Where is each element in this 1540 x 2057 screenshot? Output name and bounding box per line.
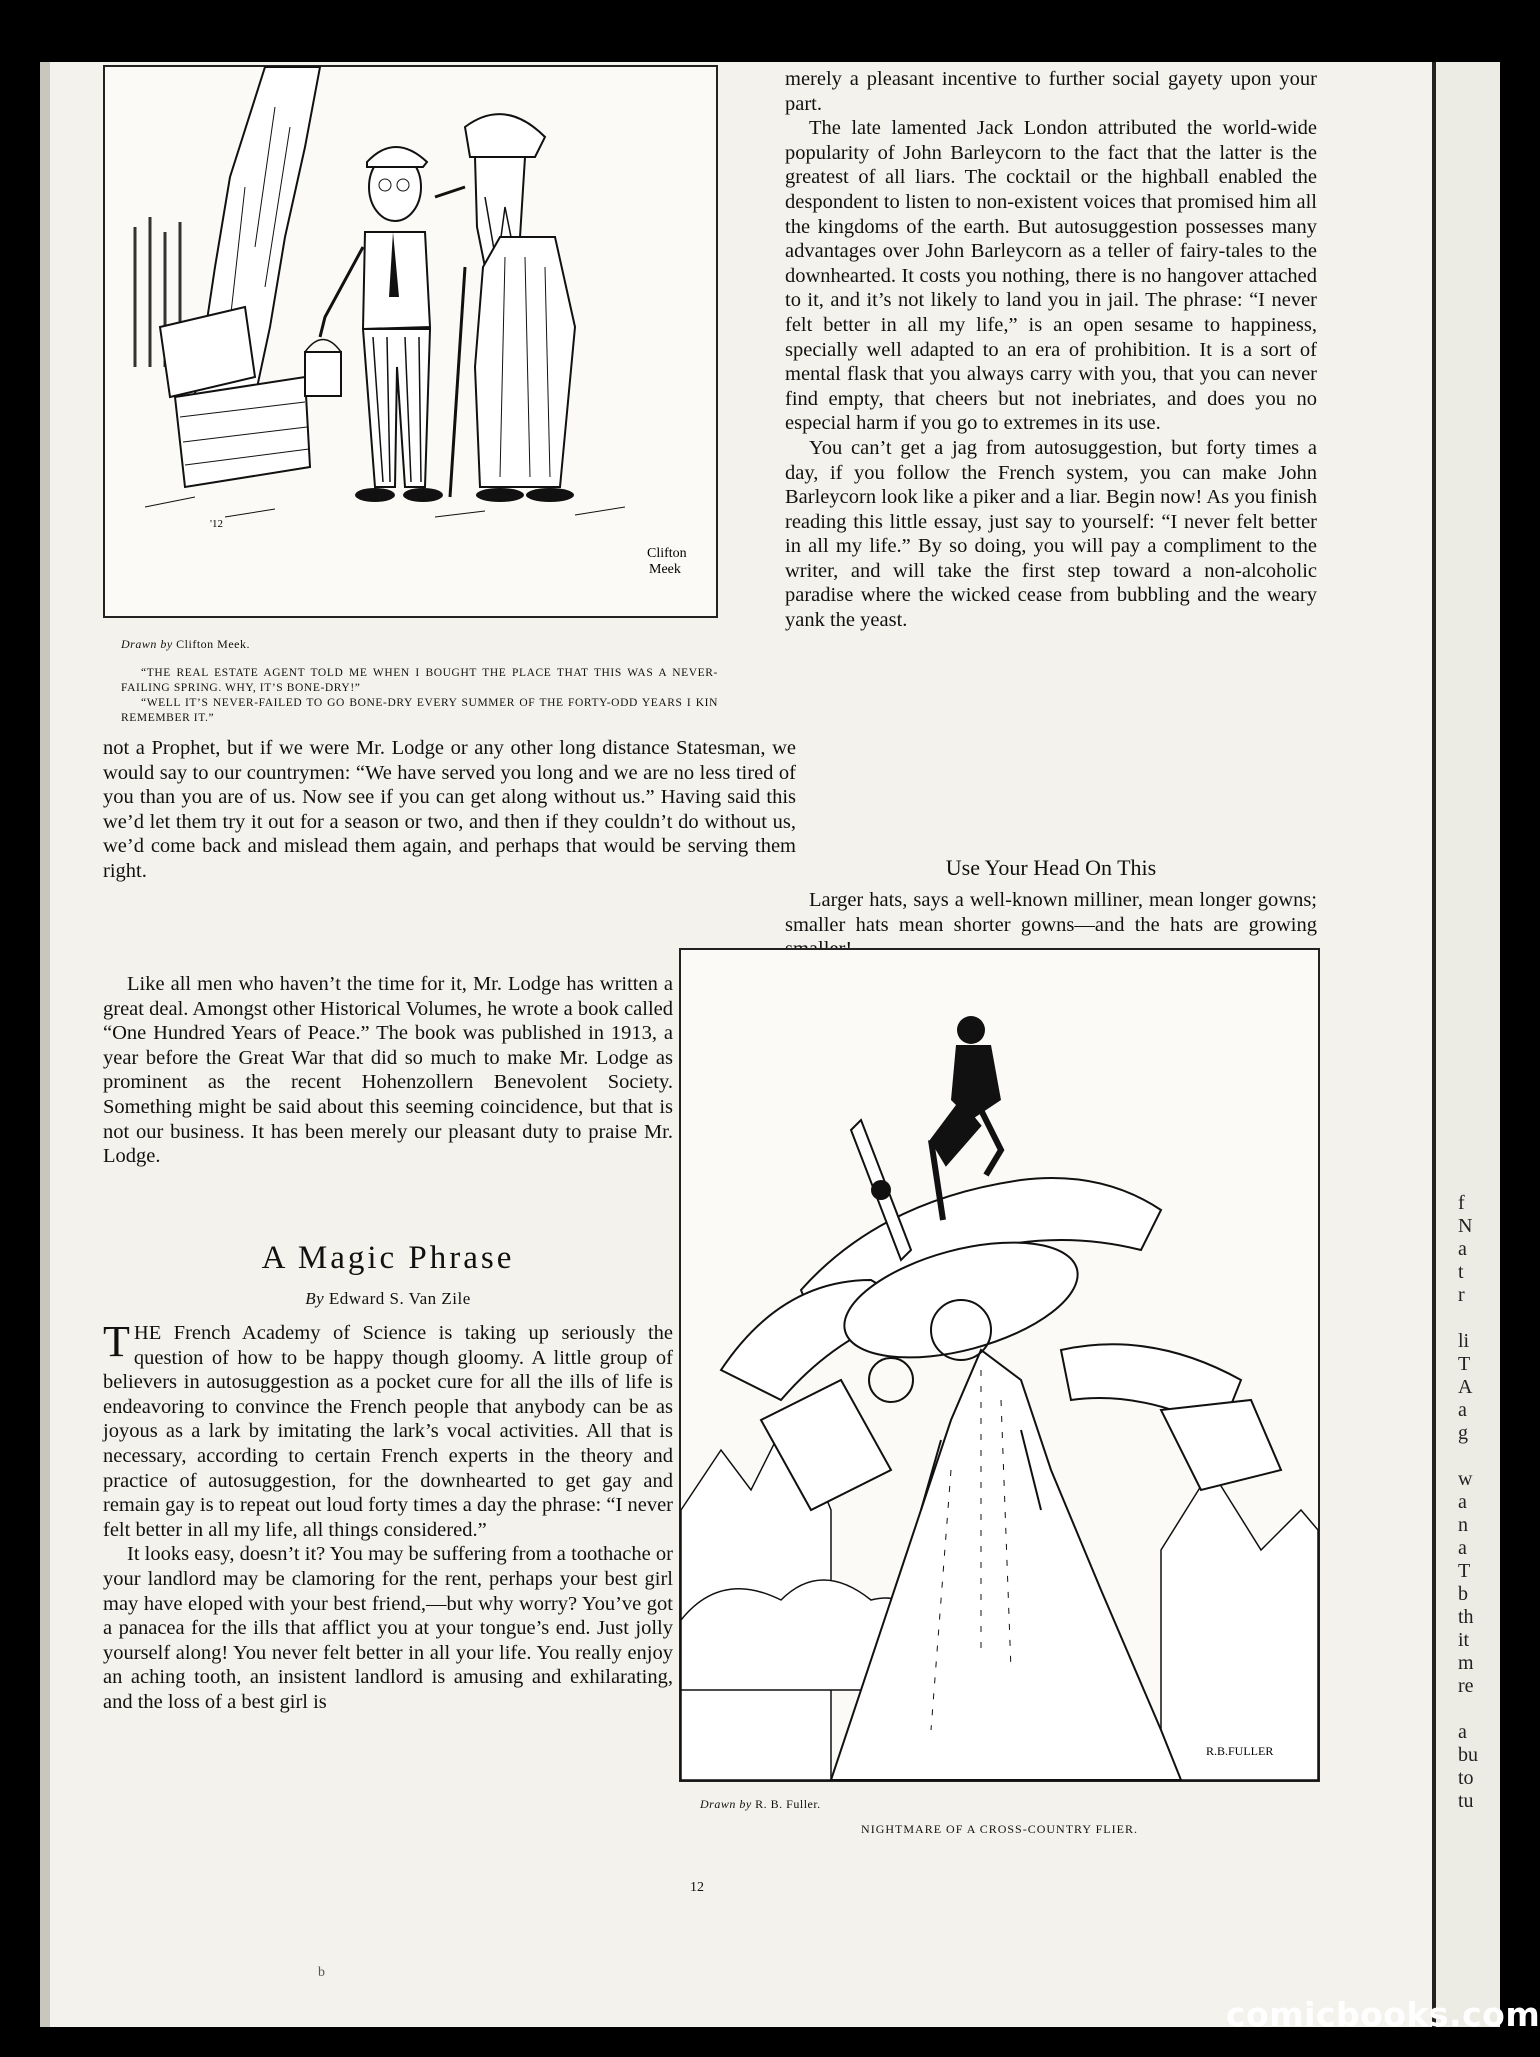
- facing-page-fragment: N: [1458, 1215, 1473, 1237]
- facing-page-fragment: a: [1458, 1399, 1467, 1421]
- cartoon2-caption: NIGHTMARE OF A CROSS-COUNTRY FLIER.: [861, 1822, 1138, 1836]
- facing-page-fragment: T: [1458, 1353, 1471, 1375]
- left-column-continuation: [103, 736, 796, 884]
- credit-prefix: Drawn by: [700, 1797, 752, 1811]
- cartoon-drawing-farmers: [105, 67, 716, 616]
- facing-page-fragment: T: [1458, 1560, 1471, 1582]
- facing-page-strip: [1432, 62, 1500, 2027]
- facing-page-fragment: t: [1458, 1261, 1464, 1283]
- article-title: A Magic Phrase: [261, 1240, 515, 1276]
- body-paragraph: You can’t get a jag from autosuggestion, but forty times a day, if you follow the French system, you can make John Barleycorn look like a piker and a liar. Begin now! As you finish reading this little essay, just say to yourself: “I never felt better in all my life.” By so doing, you will pay a compliment to the writer, and will take the first step toward a non-alcoholic paradise where the wicked cease from bubbling and the weary yank the yeast.: [785, 436, 1317, 632]
- cartoon2-credit: [700, 1797, 821, 1812]
- article-body-right: [785, 67, 1317, 633]
- byline-name: Edward S. Van Zile: [328, 1289, 471, 1308]
- facing-page-fragment: li: [1458, 1330, 1470, 1352]
- facing-page-fragment: a: [1458, 1721, 1467, 1743]
- left-column-lodge-paragraph: [103, 972, 673, 1169]
- facing-page-fragment: g: [1458, 1422, 1468, 1444]
- credit-prefix: Drawn by: [121, 637, 173, 651]
- facing-page-fragment: it: [1458, 1629, 1470, 1651]
- body-paragraph: not a Prophet, but if we were Mr. Lodge or any other long distance Statesman, we would say to our countrymen: “We have served you long and we are no less tired of you than you are of us. Now see if you can get along without us.” Having said this we’d let them try it out for a season or two, and then if they couldn’t do without us, we’d come back and mislead them again, and perhaps that would be serving them right.: [103, 737, 796, 882]
- cartoon2-signature: R.B.FULLER: [1206, 1744, 1274, 1758]
- facing-page-fragment: a: [1458, 1238, 1467, 1260]
- facing-page-fragment: a: [1458, 1537, 1467, 1559]
- cartoon-drawing-crashed-plane: [681, 950, 1318, 1780]
- cartoon1-signature-line1: Clifton: [647, 546, 687, 561]
- credit-name: R. B. Fuller.: [755, 1797, 821, 1811]
- facing-page-fragment: re: [1458, 1675, 1474, 1697]
- byline-prefix: By: [305, 1289, 325, 1308]
- body-paragraph: The late lamented Jack London attributed the world-wide popularity of John Barleycorn to the fact that the latter is the greatest of all liars. The cocktail or the highball enabled the despondent to listen to non-existent voices that promised him all the kingdoms of the earth. But autosuggestion possesses many advantages over John Barleycorn as a teller of fairy-tales to the downhearted. It costs you nothing, there is no hangover attached to it, and it’s not likely to land you in jail. The phrase: “I never felt better in all my life,” is an open sesame to happiness, specially well adapted to an era of prohibition. It is a sort of mental flask that you always carry with you, that you can never find empty, that cheers but not inebriates, and does you no especial harm if you go to extremes in its use.: [785, 117, 1317, 435]
- binding-mark: b: [318, 1965, 325, 1980]
- body-paragraph: Larger hats, says a well-known milliner, mean longer gowns; smaller hats mean shorter gowns—and the hats are growing: [785, 889, 1317, 936]
- facing-page-fragment: b: [1458, 1583, 1468, 1605]
- facing-page-fragment: r: [1458, 1284, 1465, 1306]
- sidebar-heading: Use Your Head On This: [945, 855, 1157, 880]
- facing-page-fragment: to: [1458, 1767, 1474, 1789]
- page-gutter-edge: [40, 62, 50, 2027]
- cartoon1-date-scribble: '12: [210, 518, 223, 530]
- body-paragraph: It looks easy, doesn’t it? You may be suffering from a toothache or your landlord may be clamoring for the rent, perhaps your best girl may have eloped with your best friend,—but why worry? You’ve got a panacea for the ills that afflict you at your tongue’s end. Just jolly yourself along! You never felt better in all your life. You really enjoy an aching tooth, an insistent landlord is amusing and exhilarating, and the loss of a best girl is: [103, 1543, 673, 1713]
- cartoon1-credit: [121, 637, 250, 652]
- paragraph-text: HE French Academy of Science is taking up seriously the question of how to be happy though gloomy. A little group of believers in autosuggestion as a pocket cure for all the ills of life is endeavoring to convince the French people that anybody can be as joyous as a lark by imitating the lark’s vocal activities. All that is necessary, according to certain French experts in the theory and practice of autosuggestion, for the downhearted to get gay and remain gay is to repeat out loud forty times a day the phrase: “I never felt better in all my life, all things considered.”: [103, 1322, 673, 1541]
- site-watermark: comicbooks.com: [1226, 1995, 1540, 2034]
- cartoon-illustration-aviator: [679, 948, 1320, 1782]
- facing-page-fragment: bu: [1458, 1744, 1478, 1766]
- article-byline: [103, 1289, 673, 1309]
- caption-line: “THE REAL ESTATE AGENT TOLD ME WHEN I BOUGHT THE PLACE THAT THIS WAS A NEVER-FAILING SPRING. WHY, IT’S BONE-DRY!”: [121, 667, 718, 694]
- facing-page-fragment: n: [1458, 1514, 1468, 1536]
- cartoon1-caption: [121, 666, 718, 726]
- caption-line: “WELL IT’S NEVER-FAILED TO GO BONE-DRY EVERY SUMMER OF THE FORTY-ODD YEARS I KIN REMEMBER IT.”: [121, 697, 718, 724]
- facing-page-fragment: a: [1458, 1491, 1467, 1513]
- facing-page-fragment: A: [1458, 1376, 1473, 1398]
- facing-page-fragment: th: [1458, 1606, 1474, 1628]
- facing-page-fragment: tu: [1458, 1790, 1474, 1812]
- body-paragraph: Like all men who haven’t the time for it, Mr. Lodge has written a great deal. Amongst other Historical Volumes, he wrote a book called “One Hundred Years of Peace.” The book was published in 1913, a year before the Great War that did so much to make Mr. Lodge as prominent as the recent Hohenzollern Benevolent Society. Something might be said about this seeming coincidence, but that is not our business. It has been merely our pleasant duty to praise Mr. Lodge.: [103, 973, 673, 1168]
- article-body-left: [103, 1317, 673, 1715]
- page-number: 12: [690, 1880, 704, 1895]
- facing-page-fragment: f: [1458, 1192, 1465, 1214]
- body-paragraph: [103, 1317, 673, 1542]
- credit-name: Clifton Meek.: [176, 637, 250, 651]
- facing-page-fragment: w: [1458, 1468, 1473, 1490]
- facing-page-fragment: m: [1458, 1652, 1474, 1674]
- cartoon-illustration-spring: [103, 65, 718, 618]
- body-paragraph: merely a pleasant incentive to further social gayety upon your part.: [785, 68, 1317, 115]
- drop-cap: T: [103, 1317, 130, 1366]
- cartoon1-signature-line2: Meek: [649, 562, 681, 577]
